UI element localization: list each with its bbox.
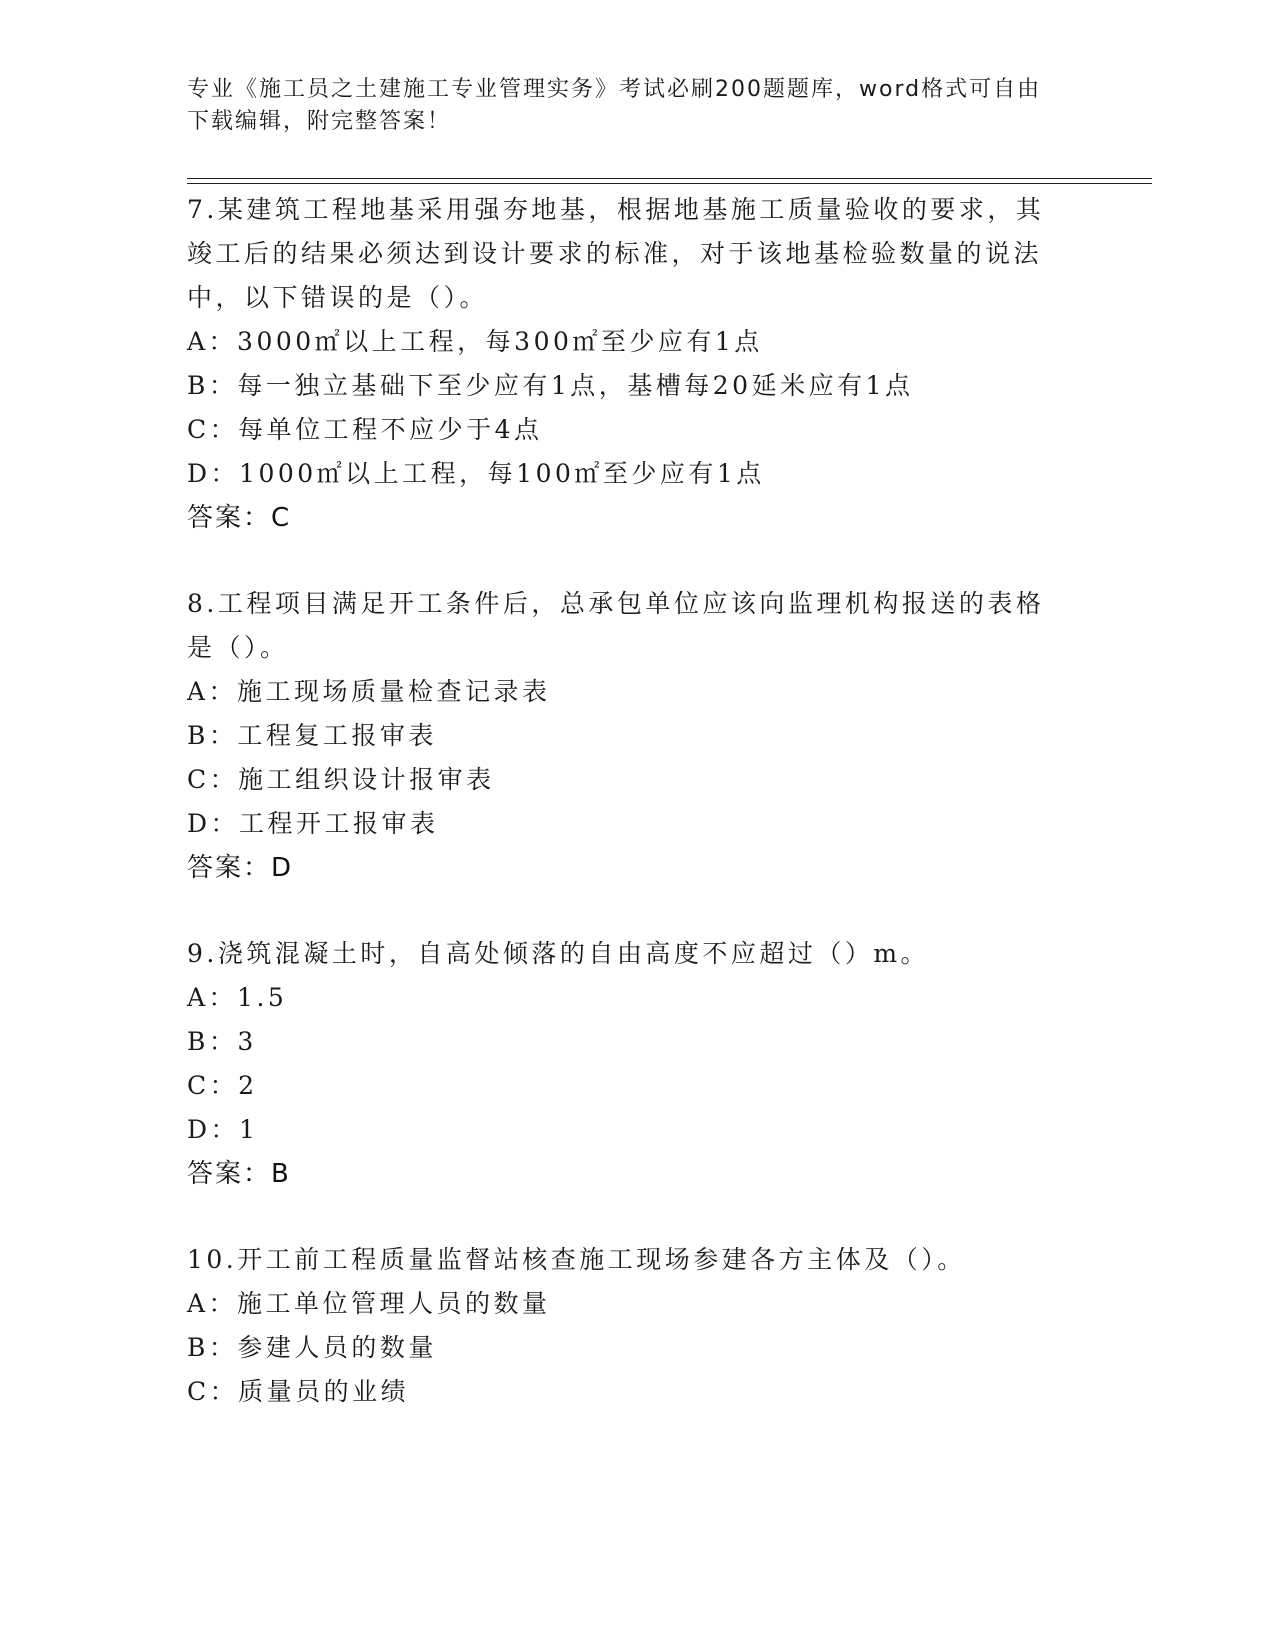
answer-label: 答案：B xyxy=(187,1159,291,1189)
question-stem-line: 竣工后的结果必须达到设计要求的标准，对于该地基检验数量的说法 xyxy=(187,239,1043,268)
option-c: C：质量员的业绩 xyxy=(187,1377,410,1406)
option-a: A：施工单位管理人员的数量 xyxy=(187,1289,551,1318)
header-divider-top xyxy=(187,178,1152,179)
answer-label: 答案：D xyxy=(187,853,294,883)
question-stem-line: 8.工程项目满足开工条件后，总承包单位应该向监理机构报送的表格 xyxy=(187,589,1045,618)
option-a: A：3000㎡以上工程，每300㎡至少应有1点 xyxy=(187,327,763,356)
header-line-1: 专业《施工员之土建施工专业管理实务》考试必刷200题题库，word格式可自由 xyxy=(187,77,1042,102)
option-b: B：每一独立基础下至少应有1点，基槽每20延米应有1点 xyxy=(187,371,914,400)
document-header xyxy=(187,74,1067,138)
option-b: B：参建人员的数量 xyxy=(187,1333,437,1362)
option-a: A：施工现场质量检查记录表 xyxy=(187,677,551,706)
question-stem-line: 中，以下错误的是（）。 xyxy=(187,283,489,312)
option-d: D：工程开工报审表 xyxy=(187,809,439,838)
option-c: C：每单位工程不应少于4点 xyxy=(187,415,543,444)
option-c: C：施工组织设计报审表 xyxy=(187,765,495,794)
question-stem-line: 是（）。 xyxy=(187,633,289,662)
option-b: B：3 xyxy=(187,1027,257,1056)
option-a: A：1.5 xyxy=(187,983,288,1012)
header-divider-bottom xyxy=(187,183,1152,184)
question-stem-line: 10.开工前工程质量监督站核查施工现场参建各方主体及（）。 xyxy=(187,1245,966,1274)
option-d: D：1 xyxy=(187,1115,259,1144)
question-stem-line: 7.某建筑工程地基采用强夯地基，根据地基施工质量验收的要求，其 xyxy=(187,195,1045,224)
header-line-2: 下载编辑，附完整答案！ xyxy=(187,109,452,134)
option-c: C：2 xyxy=(187,1071,258,1100)
option-d: D：1000㎡以上工程，每100㎡至少应有1点 xyxy=(187,459,765,488)
answer-label: 答案：C xyxy=(187,503,292,533)
question-stem-line: 9.浇筑混凝土时，自高处倾落的自由高度不应超过（）m。 xyxy=(187,939,930,968)
option-b: B：工程复工报审表 xyxy=(187,721,437,750)
